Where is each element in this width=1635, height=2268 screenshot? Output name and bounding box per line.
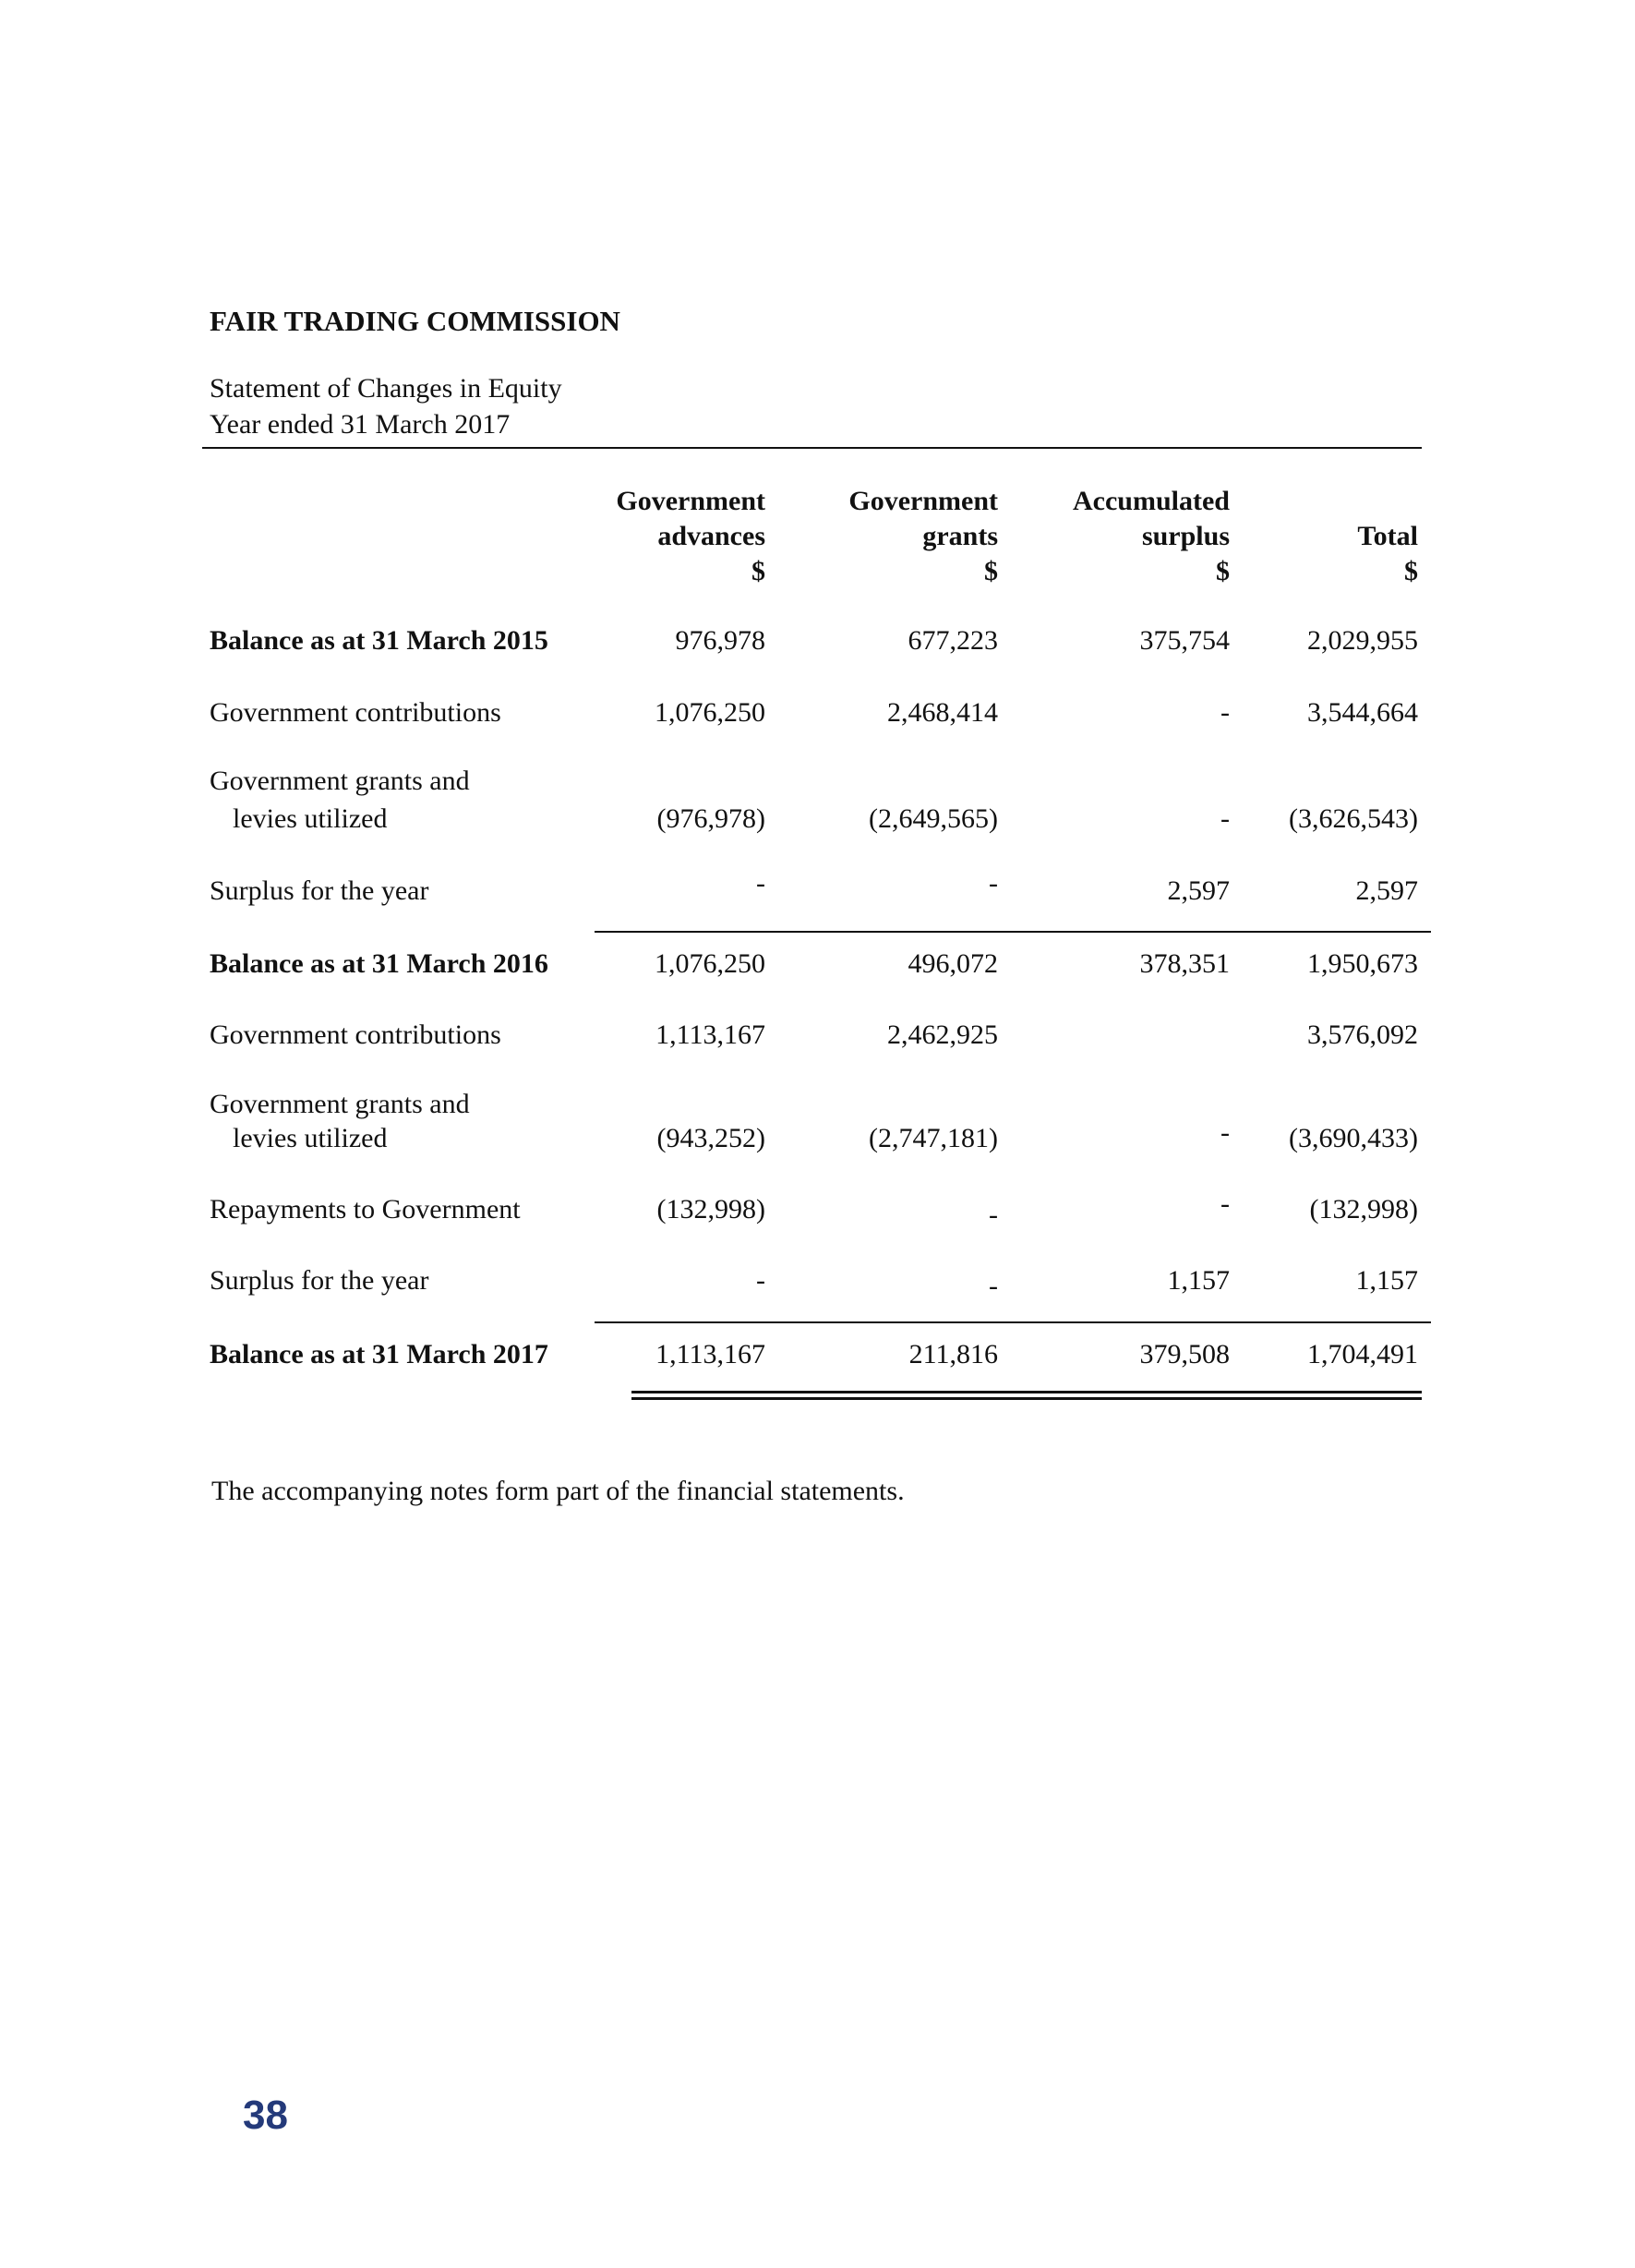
- header-rule: [202, 447, 1422, 449]
- cell-total: 2,029,955: [1307, 625, 1418, 656]
- column-header-line: Accumulated: [1073, 486, 1230, 516]
- cell-total: (3,626,543): [1289, 803, 1418, 834]
- cell-total: 3,576,092: [1307, 1019, 1418, 1050]
- cell-total: 1,704,491: [1307, 1339, 1418, 1369]
- column-header-line: Government: [848, 486, 998, 516]
- row-label-continued: levies utilized: [233, 803, 388, 834]
- column-unit: $: [751, 556, 765, 586]
- cell-surplus: 375,754: [1139, 625, 1230, 656]
- row-label: Surplus for the year: [210, 875, 429, 906]
- column-unit: $: [1216, 556, 1230, 586]
- column-unit: $: [1404, 556, 1418, 586]
- table-row: [0, 948, 1635, 985]
- table-row: [0, 868, 1635, 912]
- cell-grants: 211,816: [908, 1339, 998, 1369]
- column-header-line: Government: [616, 486, 765, 516]
- footer-note: The accompanying notes form part of the financial statements.: [211, 1476, 905, 1506]
- cell-grants: -: [989, 868, 998, 899]
- column-header-line: advances: [657, 521, 765, 551]
- statement-title: Statement of Changes in Equity: [210, 373, 562, 404]
- statement-period: Year ended 31 March 2017: [210, 409, 511, 440]
- column-header-government-advances: [544, 484, 765, 589]
- cell-advances: 1,076,250: [655, 948, 765, 979]
- cell-total: (3,690,433): [1289, 1123, 1418, 1153]
- cell-advances: (943,252): [656, 1123, 765, 1153]
- column-header-line: surplus: [1141, 521, 1230, 551]
- cell-surplus: -: [1220, 1188, 1230, 1219]
- column-header-government-grants: [776, 484, 998, 589]
- table-row: [0, 766, 1635, 802]
- table-row: [0, 1117, 1635, 1160]
- table-row: [0, 1339, 1635, 1376]
- row-label: Government contributions: [210, 697, 501, 728]
- cell-total: 3,544,664: [1307, 697, 1418, 728]
- subtotal-rule: [595, 1321, 1431, 1323]
- cell-advances: -: [756, 1265, 765, 1296]
- row-label-continued: levies utilized: [233, 1123, 388, 1153]
- cell-surplus: 2,597: [1167, 875, 1230, 906]
- column-header-total: [1196, 519, 1418, 589]
- double-rule-top: [631, 1391, 1422, 1393]
- row-label: Surplus for the year: [210, 1265, 429, 1296]
- cell-surplus: 1,157: [1167, 1265, 1230, 1296]
- table-row: [0, 803, 1635, 840]
- cell-surplus: 379,508: [1139, 1339, 1230, 1369]
- cell-advances: 976,978: [675, 625, 765, 656]
- table-row: [0, 625, 1635, 662]
- cell-advances: -: [756, 868, 765, 899]
- organization-name: FAIR TRADING COMMISSION: [210, 305, 620, 337]
- double-rule-bottom: [631, 1397, 1422, 1400]
- cell-total: 2,597: [1355, 875, 1418, 906]
- column-header-line: grants: [922, 521, 998, 551]
- cell-grants: 677,223: [908, 625, 998, 656]
- table-row: [0, 1019, 1635, 1056]
- cell-advances: 1,113,167: [655, 1339, 765, 1369]
- cell-grants: -: [989, 1271, 998, 1301]
- row-label: Government contributions: [210, 1019, 501, 1050]
- cell-grants: 496,072: [908, 948, 998, 979]
- cell-total: 1,157: [1355, 1265, 1418, 1296]
- cell-grants: (2,747,181): [869, 1123, 998, 1153]
- cell-advances: 1,076,250: [655, 697, 765, 728]
- cell-advances: (976,978): [656, 803, 765, 834]
- table-row: [0, 697, 1635, 734]
- row-label: Balance as at 31 March 2016: [210, 948, 548, 979]
- cell-grants: -: [989, 1200, 998, 1230]
- table-row: [0, 1265, 1635, 1302]
- cell-surplus: -: [1220, 697, 1230, 728]
- row-label: Balance as at 31 March 2015: [210, 625, 548, 656]
- cell-surplus: 378,351: [1139, 948, 1230, 979]
- cell-grants: 2,462,925: [887, 1019, 998, 1050]
- page-number: 38: [243, 2093, 288, 2138]
- cell-surplus: -: [1220, 1117, 1230, 1148]
- cell-advances: (132,998): [656, 1194, 765, 1224]
- table-row: [0, 1188, 1635, 1231]
- cell-total: (132,998): [1309, 1194, 1418, 1224]
- cell-grants: (2,649,565): [869, 803, 998, 834]
- column-unit: $: [984, 556, 998, 586]
- row-label: Government grants and: [210, 766, 470, 796]
- row-label: Repayments to Government: [210, 1194, 521, 1224]
- cell-surplus: -: [1220, 803, 1230, 834]
- cell-advances: 1,113,167: [655, 1019, 765, 1050]
- row-label: Balance as at 31 March 2017: [210, 1339, 548, 1369]
- column-header-line: Total: [1357, 521, 1418, 551]
- subtotal-rule: [595, 931, 1431, 933]
- row-label: Government grants and: [210, 1089, 470, 1119]
- table-row: [0, 1089, 1635, 1126]
- cell-grants: 2,468,414: [887, 697, 998, 728]
- cell-total: 1,950,673: [1307, 948, 1418, 979]
